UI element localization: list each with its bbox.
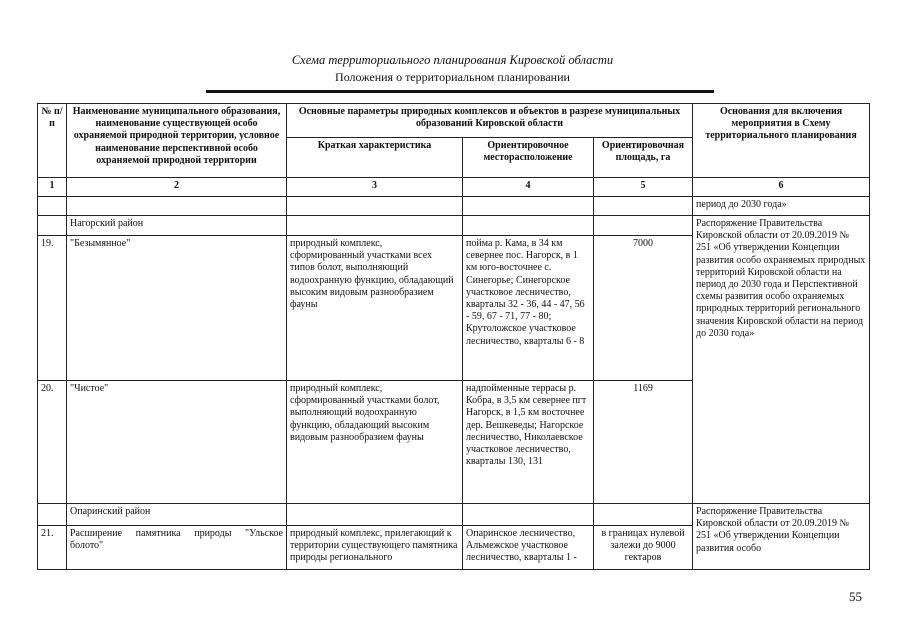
empty-cell <box>287 216 463 236</box>
row-name: "Безымянное" <box>67 236 287 381</box>
basis-continuation: период до 2030 года» <box>693 197 870 216</box>
empty-cell <box>38 504 67 526</box>
empty-cell <box>463 504 594 526</box>
district-name: Нагорский район <box>67 216 287 236</box>
column-number: 6 <box>693 178 870 197</box>
planning-table <box>37 103 870 570</box>
row-name: Расширение памятника природы "Ульское болото" <box>67 526 287 570</box>
column-number: 3 <box>287 178 463 197</box>
row-location: надпойменные террасы р. Кобра, в 3,5 км севернее пгт Нагорск, в 1,5 км восточнее дер. Вешкеведы; Нагорское лесничество, Николаевское участковое лесничество, кварталы 130, 131 <box>463 381 594 504</box>
empty-cell <box>287 504 463 526</box>
column-number: 5 <box>594 178 693 197</box>
empty-cell <box>38 216 67 236</box>
basis-cell: Распоряжение Правительства Кировской области от 20.09.2019 № 251 «Об утверждении Концепции развития особо охраняемых природных территорий Кировской области на период до 2030 года и Перспективной схемы развития особо охраняемых природных территорий регионального значения Кировской области на период до 2030 года» <box>693 216 870 504</box>
header-name: Наименование муниципального образования, наименование существующей особо охраняемой природной территории, условное наименование перспективной особо охраняемой природной территории <box>67 104 287 178</box>
row-num: 21. <box>38 526 67 570</box>
header-characteristic: Краткая характеристика <box>287 138 463 178</box>
header-location: Ориентировочное месторасположение <box>463 138 594 178</box>
empty-cell <box>38 197 67 216</box>
empty-cell <box>594 504 693 526</box>
column-number: 4 <box>463 178 594 197</box>
row-num: 20. <box>38 381 67 504</box>
header-divider <box>206 90 714 93</box>
row-num: 19. <box>38 236 67 381</box>
column-number: 1 <box>38 178 67 197</box>
header-num: № п/п <box>38 104 67 178</box>
empty-cell <box>594 197 693 216</box>
row-characteristic: природный комплекс, сформированный участками всех типов болот, выполняющий водоохранную функцию, обладающий высоким видовым разнообразием фауны <box>287 236 463 381</box>
header-basis: Основания для включения мероприятия в Схему территориального планирования <box>693 104 870 178</box>
row-area: 7000 <box>594 236 693 381</box>
empty-cell <box>463 216 594 236</box>
document-subtitle: Положения о территориальном планировании <box>335 70 570 84</box>
empty-cell <box>67 197 287 216</box>
row-location: Опаринское лесничество, Альмежское участковое лесничество, кварталы 1 - <box>463 526 594 570</box>
row-area: в границах нулевой залежи до 9000 гектаров <box>594 526 693 570</box>
document-title: Схема территориального планирования Кировской области <box>291 53 614 67</box>
row-location: пойма р. Кама, в 34 км севернее пос. Нагорск, в 1 км юго-восточнее с. Синегорье; Синегорское участковое лесничество, кварталы 32 - 36, 44 - 47, 56 - 59, 67 - 71, 77 - 80; Крутоложское участковое лесничество, кварталы 6 - 8 <box>463 236 594 381</box>
row-area: 1169 <box>594 381 693 504</box>
district-name: Опаринский район <box>67 504 287 526</box>
header-area: Ориентировочная площадь, га <box>594 138 693 178</box>
empty-cell <box>287 197 463 216</box>
row-characteristic: природный комплекс, сформированный участками болот, выполняющий водоохранную функцию, обладающий высоким видовым разнообразием фауны <box>287 381 463 504</box>
row-characteristic: природный комплекс, прилегающий к территории существующего памятника природы регионального <box>287 526 463 570</box>
column-number: 2 <box>67 178 287 197</box>
page-number: 55 <box>849 589 862 604</box>
basis-cell: Распоряжение Правительства Кировской области от 20.09.2019 № 251 «Об утверждении Концепции развития особо <box>693 504 870 570</box>
header-params: Основные параметры природных комплексов и объектов в разрезе муниципальных образований Кировской области <box>287 104 693 138</box>
row-name: "Чистое" <box>67 381 287 504</box>
empty-cell <box>463 197 594 216</box>
empty-cell <box>594 216 693 236</box>
